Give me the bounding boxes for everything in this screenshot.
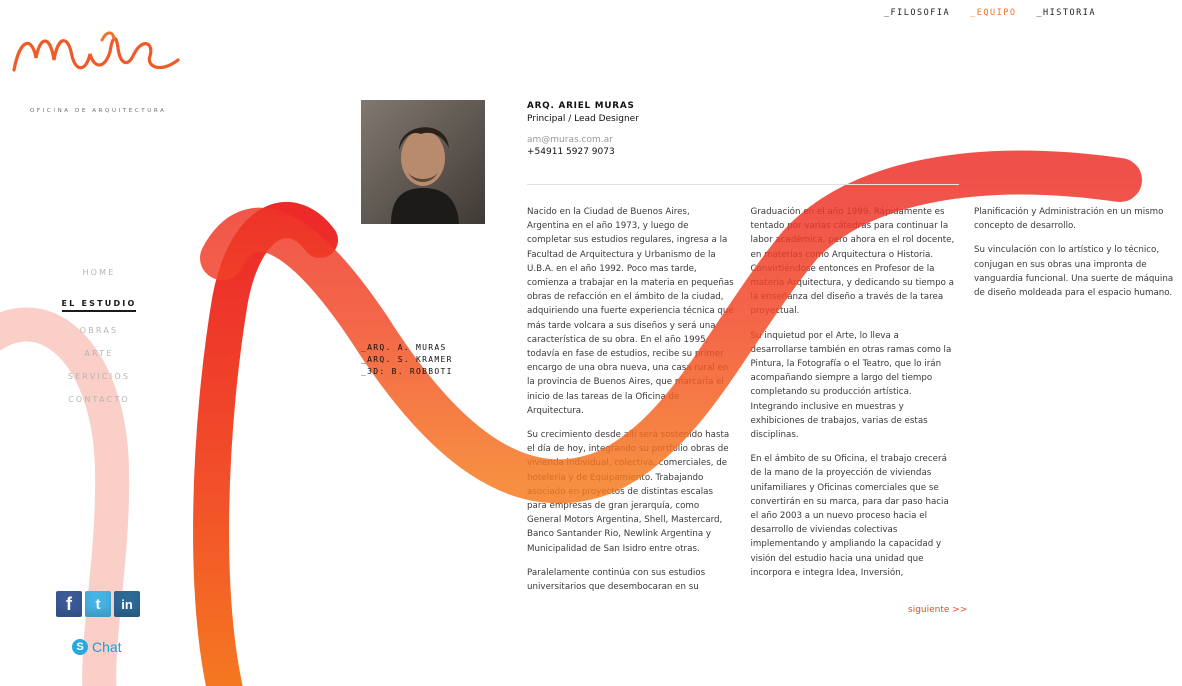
twitter-icon[interactable]: t (85, 591, 111, 617)
topnav-historia[interactable]: _HISTORIA (1036, 8, 1096, 18)
divider (527, 184, 959, 185)
logo[interactable] (10, 28, 190, 114)
person-phone: +54911 5927 9073 (527, 147, 615, 157)
bio-paragraph: Su inquietud por el Arte, lo lleva a desarrollarse también en otras ramas como la Pintura, la Fotografía o el Teatro, que lo irán acompañando siempre a largo del tiempo completando su producción artística. Integrando inclusive en muestras y exhibiciones de trabajos, varias de estas disciplinas. (750, 330, 952, 441)
person-role: Principal / Lead Designer (527, 114, 639, 124)
team-member[interactable]: _3D: B. ROBBOTI (361, 367, 453, 376)
facebook-icon[interactable]: f (56, 591, 82, 617)
biography-text (527, 205, 1174, 603)
bio-paragraph: Nacido en la Ciudad de Buenos Aires, Argentina en el año 1973, y luego de completar sus estudios regulares, ingresa a la Facultad de Arquitectura y Urbanismo de la U.B.A. en el año 1992. Poco mas tarde, comienza a trabajar en la materia en pequeñas obras de refacción en el ámbito de la ciudad, adquiriendo una fuerte experiencia técnica que más tarde volcara a sus diseños y será una característica de su obra. En el año 1995, todavía en fase de estudios, recibe su primer encargo de una obra nueva, una casa rural en la provincia de Buenos Aires, que marcaría el inicio de las tareas de la Oficina de Arquitectura. (527, 207, 734, 416)
chat-label: Chat (92, 639, 122, 655)
sidenav-el-estudio[interactable]: EL ESTUDIO (62, 299, 137, 312)
topnav-filosofia[interactable]: _FILOSOFIA (883, 8, 951, 18)
portrait-icon (361, 100, 485, 224)
team-member[interactable]: _ARQ. A. MURAS (361, 343, 447, 352)
skype-chat-button[interactable] (72, 639, 122, 655)
team-list (361, 342, 453, 378)
sidenav-servicios[interactable]: SERVICIOS (67, 372, 131, 381)
person-name: ARQ. ARIEL MURAS (527, 101, 635, 111)
person-info (527, 101, 639, 157)
bio-paragraph: En el ámbito de su Oficina, el trabajo crecerá de la mano de la proyección de viviendas unifamiliares y Oficinas comerciales que se convertirán en su marca, para dar paso hacia el año 2003 a un nuevo proceso hacia el desarrollo de viviendas colectivas implementando y ampliando la capacidad y visión del estudio hacia una unidad que incorpora e integra Idea, Inversión, Planificación y Administración en un mismo concepto de desarrollo. (750, 207, 1164, 578)
bio-paragraph: Su crecimiento desde allí será sostenido hasta el día de hoy, integrando su portfolio obras de vivienda individual, colectiva, comerciales, de hotelería y de Equipamiento. Trabajando asociado en proyectos de distintas escalas para empresas de gran jerarquía, como General Motors Argentina, Shell, Mastercard, Banco Santander Rio, Newlink Argentina y Municipalidad de San Isidro entre otras. (527, 430, 730, 554)
linkedin-icon[interactable]: in (114, 591, 140, 617)
sidenav-arte[interactable]: ARTE (84, 349, 114, 358)
team-member[interactable]: _ARQ. S. KRAMER (361, 355, 453, 364)
sidenav-contacto[interactable]: CONTACTO (68, 395, 130, 404)
bio-paragraph: Su vinculación con lo artístico y lo técnico, conjugan en sus obras una impronta de vanguardia funcional. Una suerte de máquina de diseño moldeada para el espacio humano. (974, 245, 1174, 299)
orange-ribbon-left (211, 220, 320, 686)
bio-paragraph: Paralelamente continúa con sus estudios universitarios que desembocaran en su Graduación en el año 1999. Rápidamente es tentado por varias cátedras para continuar la labor académica, pero ahora en el rol docente, en materias como Arquitectura o Historia. Convirtiéndose entonces en Profesor de la materia Arquitectura, y dedicando su tiempo a la enseñanza del diseño a través de la tarea proyectual. (527, 207, 955, 593)
person-email[interactable]: am@muras.com.ar (527, 135, 613, 145)
side-nav (58, 268, 140, 418)
next-link[interactable]: siguiente >> (908, 605, 968, 615)
skype-icon: S (72, 639, 88, 655)
sidenav-obras[interactable]: OBRAS (79, 326, 119, 335)
sidenav-home[interactable]: HOME (82, 268, 116, 277)
muras-logo-icon (10, 28, 190, 80)
portrait-photo (361, 100, 485, 224)
social-links (56, 591, 140, 617)
topnav-equipo[interactable]: _EQUIPO (970, 8, 1017, 18)
logo-subtitle: OFICINA DE ARQUITECTURA (30, 108, 167, 114)
top-nav (884, 8, 1096, 18)
